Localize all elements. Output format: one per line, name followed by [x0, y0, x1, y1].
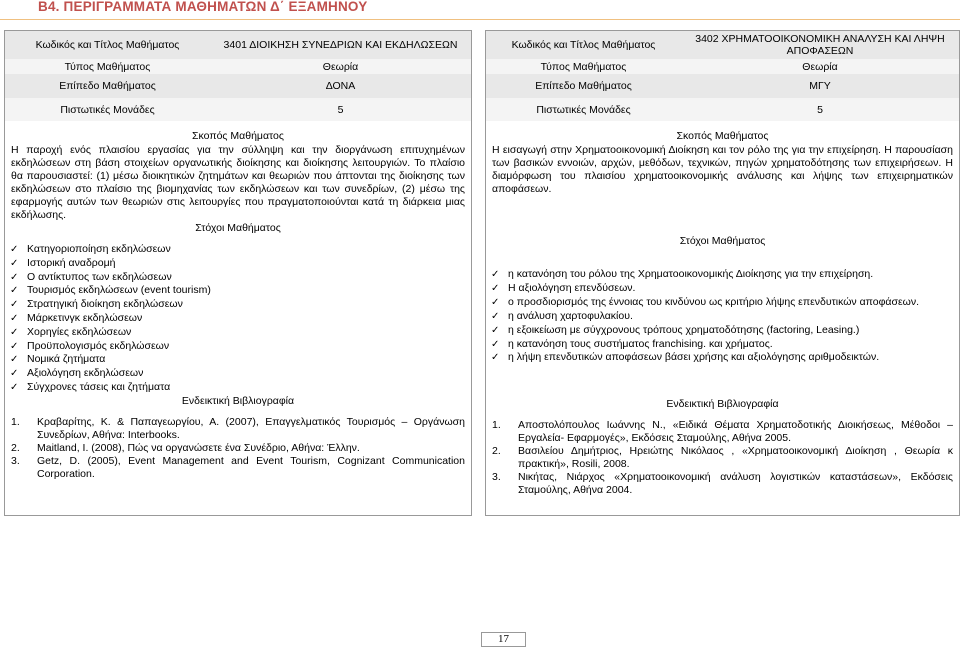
goals-title: Στόχοι Μαθήματος [679, 235, 766, 247]
checkmark-icon: ✓ [10, 285, 19, 297]
reference-item: 2. Βασιλείου Δημήτριος, Ηρειώτης Νικόλαος , «Χρηματοοικονομική Διοίκηση , Θεωρία κ πρακτική», Rosili, 2008. [492, 445, 953, 471]
goal-item: ✓ ο προσδιορισμός της έννοιας του κινδύνου ως κριτήριο λήψης επενδυτικών αποφάσεων. [491, 295, 919, 308]
type-label: Τύπος Μαθήματος [5, 59, 210, 74]
course-info-table [486, 31, 959, 121]
type-label: Τύπος Μαθήματος [486, 59, 681, 74]
credits-label: Πιστωτικές Μονάδες [486, 98, 681, 121]
checkmark-icon: ✓ [491, 338, 500, 350]
reference-item: 3. Νικήτας, Νιάρχος «Χρηματοοικονομική ανάλυση λογιστικών καταστάσεων», Εκδόσεις Σταμούλης, Αθήνα 2004. [492, 471, 953, 497]
goals-list [486, 268, 959, 365]
checkmark-icon: ✓ [10, 257, 19, 269]
level-value: ΔΟΝΑ [210, 74, 471, 98]
type-value: Θεωρία [210, 59, 471, 74]
credits-label: Πιστωτικές Μονάδες [5, 98, 210, 121]
purpose-title: Σκοπός Μαθήματος [676, 130, 769, 142]
reference-item: 2. Maitland, I. (2008), Πώς να οργανώσετε ένα Συνέδριο, Αθήνα: Έλλην. [11, 441, 360, 454]
goal-item: ✓ Ο αντίκτυπος των εκδηλώσεων [10, 270, 172, 283]
goal-item: ✓ η κατανόηση τους συστήματος franchising. και χρήματος. [491, 337, 773, 350]
goal-item: ✓ Μάρκετινγκ εκδηλώσεων [10, 311, 143, 324]
goal-item: ✓ Τουρισμός εκδηλώσεων (event tourism) [10, 284, 211, 297]
page-number: 17 [498, 633, 509, 645]
checkmark-icon: ✓ [10, 354, 19, 366]
checkmark-icon: ✓ [491, 296, 500, 308]
checkmark-icon: ✓ [10, 271, 19, 283]
goal-item: ✓ Χορηγίες εκδηλώσεων [10, 325, 132, 338]
purpose-title: Σκοπός Μαθήματος [192, 130, 284, 142]
checkmark-icon: ✓ [491, 282, 500, 294]
goal-item: ✓ η ανάλυση χαρτοφυλακίου. [491, 309, 633, 322]
goal-item: ✓ η εξοικείωση με σύγχρονους τρόπους χρηματοδότησης (factoring, Leasing.) [491, 323, 860, 336]
code-value: 3401 ΔΙΟΙΚΗΣΗ ΣΥΝΕΔΡΙΩΝ ΚΑΙ ΕΚΔΗΛΩΣΕΩΝ [210, 31, 471, 59]
reference-item: 1. Κραβαρίτης, Κ. & Παπαγεωργίου, Α. (2007), Επαγγελματικός Τουρισμός – Οργάνωση Συνεδρίων, Αθήνα: Interbooks. [11, 415, 465, 441]
checkmark-icon: ✓ [491, 269, 500, 280]
goal-item: ✓ η κατανόηση του ρόλου της Χρηματοοικονομικής Διοίκησης για την επιχείρηση. [491, 268, 874, 280]
checkmark-icon: ✓ [491, 324, 500, 336]
goals-title: Στόχοι Μαθήματος [195, 222, 281, 234]
checkmark-icon: ✓ [10, 326, 19, 338]
reference-item: 1. Αποστολόπουλος Ιωάννης Ν., «Ειδικά Θέματα Χρηματοδοτικής Διοικήσεως, Μέθοδοι – Εργαλεία- Εφαρμογές», Εκδόσεις Σταμούλης, Αθήνα 2005. [492, 419, 953, 445]
checkmark-icon: ✓ [491, 352, 500, 364]
code-value: 3402 ΧΡΗΜΑΤΟΟΙΚΟΝΟΜΙΚΗ ΑΝΑΛΥΣΗ ΚΑΙ ΛΗΨΗ ΑΠΟΦΑΣΕΩΝ [681, 31, 959, 59]
bibliography-list [5, 416, 471, 481]
goal-item: ✓ Ιστορική αναδρομή [10, 256, 116, 269]
level-label: Επίπεδο Μαθήματος [5, 74, 210, 98]
checkmark-icon: ✓ [491, 310, 500, 322]
level-label: Επίπεδο Μαθήματος [486, 74, 681, 98]
page-number-box [481, 632, 526, 647]
header-divider [0, 19, 960, 20]
bibliography-title: Ενδεικτική Βιβλιογραφία [666, 398, 779, 411]
goal-item: ✓ Η αξιολόγηση επενδύσεων. [491, 281, 636, 294]
checkmark-icon: ✓ [10, 340, 19, 352]
credits-value: 5 [681, 98, 959, 121]
goal-item: ✓ Στρατηγική διοίκηση εκδηλώσεων [10, 298, 183, 311]
goal-item: ✓ Κατηγοριοποίηση εκδηλώσεων [10, 243, 171, 255]
goal-item: ✓ Αξιολόγηση εκδηλώσεων [10, 367, 144, 380]
level-value: ΜΓΥ [681, 74, 959, 98]
credits-value: 5 [210, 98, 471, 121]
code-label: Κωδικός και Τίτλος Μαθήματος [5, 31, 210, 59]
goal-item: ✓ η λήψη επενδυτικών αποφάσεων βάσει χρήσης και αξιολόγησης αριθμοδεικτών. [491, 351, 880, 364]
code-label: Κωδικός και Τίτλος Μαθήματος [486, 31, 681, 59]
goals-list [5, 243, 471, 395]
checkmark-icon: ✓ [10, 381, 19, 393]
goal-item: ✓ Νομικά ζητήματα [10, 353, 106, 366]
goal-item: ✓ Σύγχρονες τάσεις και ζητήματα [10, 380, 171, 393]
bibliography-list [486, 419, 959, 497]
purpose-text: Η παροχή ενός πλαισίου εργασίας για την σύλληψη και την διοργάνωση επιτυχημένων εκδηλώσεων στη βάση στοιχείων οργανωτικής διοίκησης και διοίκησης λειτουργιών. Το πλαίσιο θα παρουσιαστεί: (1) μέσω διοικητικών ζητημάτων και θεωριών που άπτονται της διοίκησης των εκδηλώσεων στο πλαίσιο της βιομηχανίας των εκδηλώσεων και των συνεδρίων, (2) μέσω της εφαρμογής αυτών των θεωριών στις λειτουργίες που πραγματοποιούνται κατά τη διάρκεια μιας εκδήλωσης. [11, 144, 465, 221]
course-panel-3401 [4, 30, 472, 516]
checkmark-icon: ✓ [10, 244, 19, 255]
type-value: Θεωρία [681, 59, 959, 74]
bibliography-title: Ενδεικτική Βιβλιογραφία [181, 394, 295, 407]
section-heading: B4. ΠΕΡΙΓΡΑΜΜΑΤΑ ΜΑΘΗΜΑΤΩΝ Δ΄ ΕΞΑΜΗΝΟΥ [38, 0, 368, 14]
course-panel-3402 [485, 30, 960, 516]
checkmark-icon: ✓ [10, 299, 19, 311]
checkmark-icon: ✓ [10, 368, 19, 380]
checkmark-icon: ✓ [10, 312, 19, 324]
purpose-text: Η εισαγωγή στην Χρηματοοικονομική Διοίκηση και τον ρόλο της για την επιχείρηση. Η παρουσίαση των βασικών εννοιών, αρχών, μεθόδων, τεχνικών, πηγών χρηματοδότησης των επιχειρήσεων. Η διαμόρφωση του πλαισίου χρηματοοικονομικής ανάλυσης και λήψης των επιχειρηματικών αποφάσεων. [492, 144, 953, 195]
course-info-table [5, 31, 471, 121]
reference-item: 3. Getz, D. (2005), Event Management and Event Tourism, Cognizant Communication Corporation. [11, 454, 465, 480]
goal-item: ✓ Προϋπολογισμός εκδηλώσεων [10, 339, 170, 352]
